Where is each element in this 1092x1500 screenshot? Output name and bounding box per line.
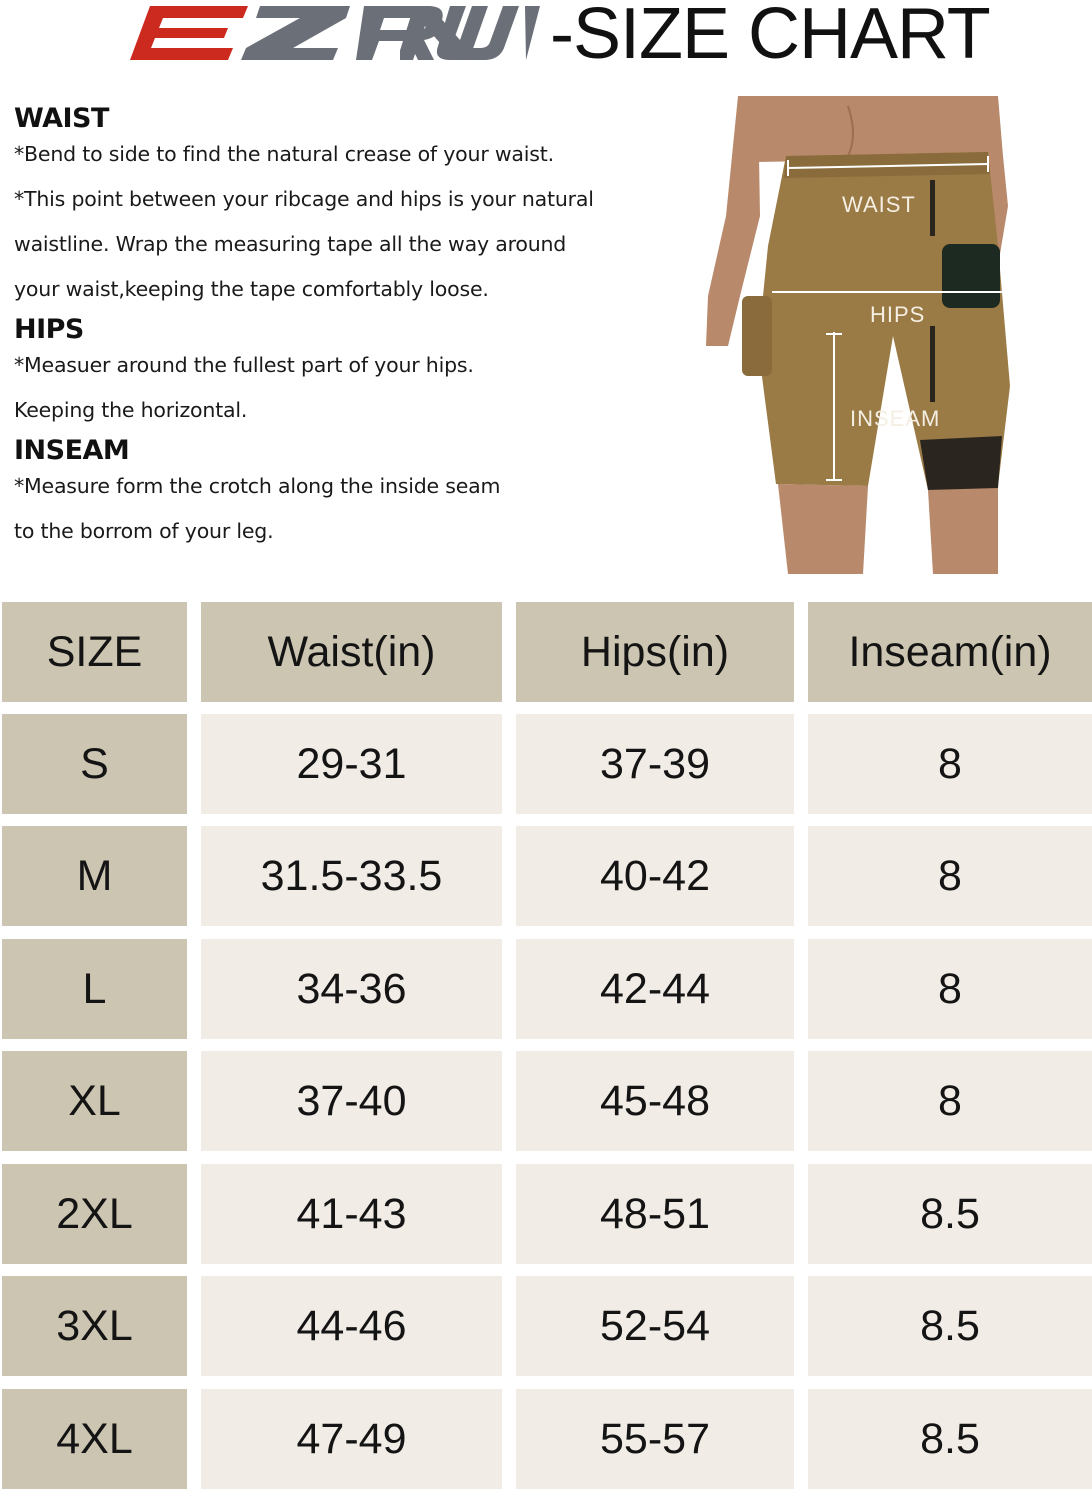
hips-cell: 48-51 [516, 1164, 794, 1264]
hips-cell: 37-39 [516, 714, 794, 814]
hips-cell: 42-44 [516, 939, 794, 1039]
inseam-line: to the borrom of your leg. [14, 519, 274, 543]
waist-cell: 41-43 [201, 1164, 502, 1264]
waist-label: WAIST [842, 192, 916, 217]
waist-cell: 31.5-33.5 [201, 826, 502, 926]
inseam-cell: 8 [808, 714, 1092, 814]
hips-section [14, 311, 654, 426]
waist-cell: 44-46 [201, 1276, 502, 1376]
inseam-cell: 8 [808, 939, 1092, 1039]
size-cell: L [2, 939, 187, 1039]
ezrun-logo-n [400, 0, 560, 66]
waist-line: *This point between your ribcage and hips is your natural [14, 187, 594, 211]
page-title: -SIZE CHART [550, 0, 990, 74]
inseam-heading: INSEAM [14, 435, 130, 466]
hips-heading: HIPS [14, 314, 84, 345]
hips-line: *Measuer around the fullest part of your hips. [14, 353, 474, 377]
inseam-cell: 8.5 [808, 1276, 1092, 1376]
hips-line: Keeping the horizontal. [14, 398, 248, 422]
hips-cell: 45-48 [516, 1051, 794, 1151]
inseam-cell: 8 [808, 1051, 1092, 1151]
hips-label: HIPS [870, 302, 926, 327]
inseam-cell: 8.5 [808, 1389, 1092, 1489]
size-cell: 3XL [2, 1276, 187, 1376]
waist-cell: 47-49 [201, 1389, 502, 1489]
column-header-waist: Waist(in) [201, 602, 502, 702]
waist-line: waistline. Wrap the measuring tape all the way around [14, 232, 567, 256]
size-cell: 4XL [2, 1389, 187, 1489]
waist-cell: 34-36 [201, 939, 502, 1039]
waist-cell: 29-31 [201, 714, 502, 814]
inseam-section [14, 432, 654, 547]
waist-section [14, 100, 654, 305]
size-cell: S [2, 714, 187, 814]
hips-cell: 40-42 [516, 826, 794, 926]
inseam-cell: 8 [808, 826, 1092, 926]
hips-cell: 52-54 [516, 1276, 794, 1376]
waist-line: your waist,keeping the tape comfortably loose. [14, 277, 489, 301]
measurement-instructions [14, 100, 654, 547]
waist-line: *Bend to side to find the natural crease of your waist. [14, 142, 554, 166]
size-cell: M [2, 826, 187, 926]
column-header-inseam: Inseam(in) [808, 602, 1092, 702]
inseam-cell: 8.5 [808, 1164, 1092, 1264]
size-cell: XL [2, 1051, 187, 1151]
page-header [0, 0, 1092, 74]
column-header-size: SIZE [2, 602, 187, 702]
column-header-hips: Hips(in) [516, 602, 794, 702]
waist-cell: 37-40 [201, 1051, 502, 1151]
shorts-illustration [698, 96, 1090, 574]
size-cell: 2XL [2, 1164, 187, 1264]
inseam-line: *Measure form the crotch along the inside seam [14, 474, 501, 498]
shorts-measurement-figure [698, 96, 1090, 574]
hips-cell: 55-57 [516, 1389, 794, 1489]
waist-heading: WAIST [14, 103, 109, 134]
inseam-label: INSEAM [850, 406, 941, 431]
